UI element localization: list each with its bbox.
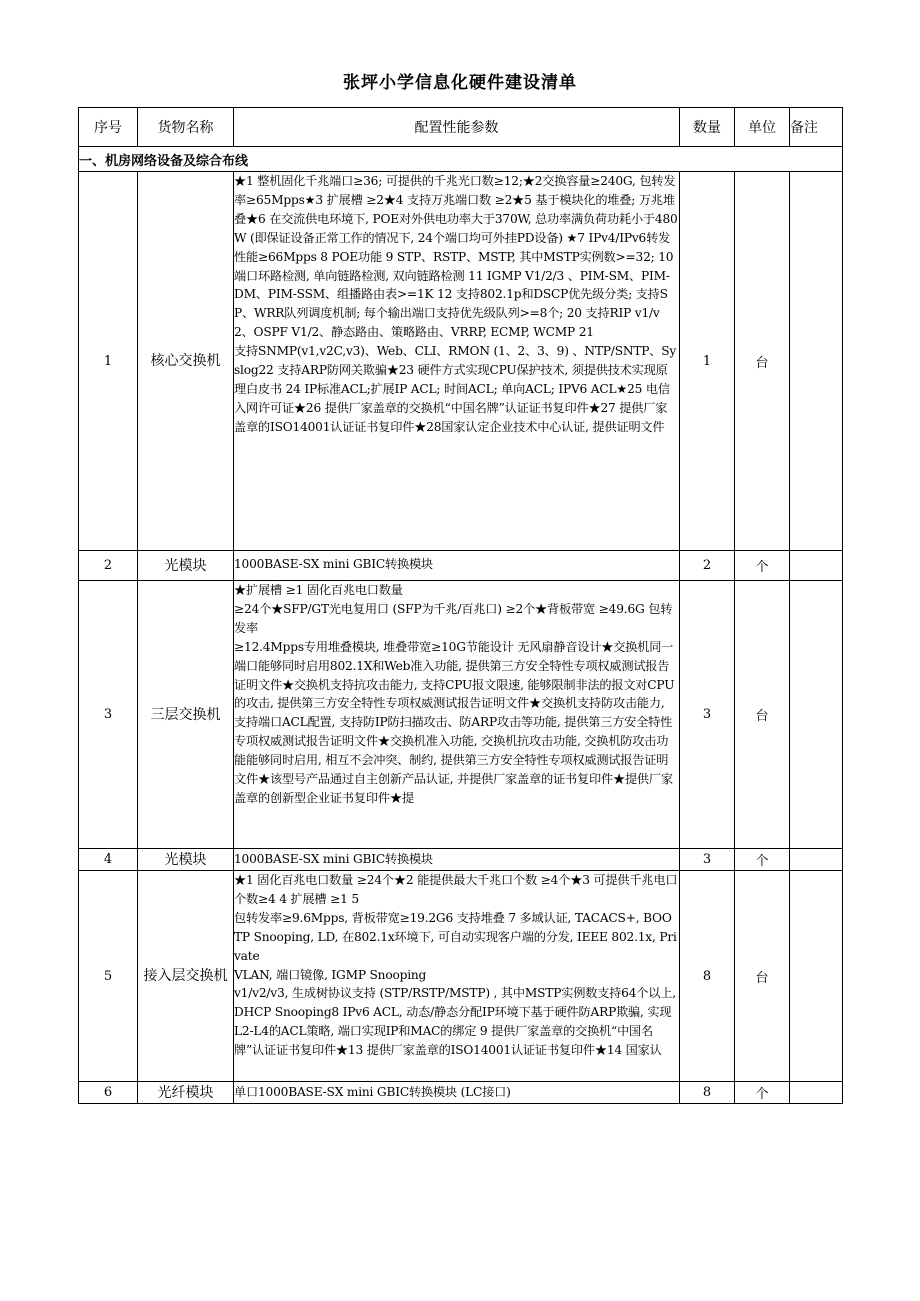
row-spec-cell <box>234 551 680 581</box>
row-unit: 个 <box>735 551 790 581</box>
row-spec: 1000BASE-SX mini GBIC转换模块 <box>234 556 433 571</box>
row-unit: 台 <box>735 172 790 551</box>
row-index: 2 <box>79 551 138 581</box>
row-index: 1 <box>79 172 138 551</box>
row-index: 6 <box>79 1082 138 1104</box>
row-spec: 1000BASE-SX mini GBIC转换模块 <box>234 851 433 866</box>
table-row <box>79 581 843 849</box>
row-qty: 2 <box>680 551 735 581</box>
row-note <box>790 871 843 1082</box>
row-unit: 台 <box>735 871 790 1082</box>
row-spec-cell <box>234 1082 680 1104</box>
row-note <box>790 172 843 551</box>
row-name: 光模块 <box>138 849 234 871</box>
row-unit: 个 <box>735 1082 790 1104</box>
row-qty: 8 <box>680 1082 735 1104</box>
header-unit: 单位 <box>735 108 790 147</box>
row-note <box>790 581 843 849</box>
row-spec: ★1 固化百兆电口数量 ≥24个★2 能提供最大千兆口个数 ≥4个★3 可提供千兆电口个数≥4 4 扩展槽 ≥1 5 包转发率≥9.6Mpps, 背板带宽≥19.2G6 支持堆叠 7 多域认证, TACACS+, BOOTP Snooping, LD, 在802.1x环境下, 可自动实现客户端的分发, IEEE 802.1x, Private VLAN, 端口镜像, IGMP Snooping v1/v2/v3, 生成树协议支持 (STP/RSTP/MSTP) , 其中MSTP实例数支持64个以上, DHCP Snooping8 IPv6 ACL, 动态/静态分配IP环境下基于硬件防ARP欺骗, 实现L2-L4的ACL策略, 端口实现IP和MAC的绑定 9 提供厂家盖章的交换机“中国名牌”认证证书复印件★13 提供厂家盖章的ISO14001认证证书复印件★14 国家认 <box>234 873 678 1058</box>
row-note <box>790 1082 843 1104</box>
row-qty: 3 <box>680 849 735 871</box>
row-spec: ★1 整机固化千兆端口≥36; 可提供的千兆光口数≥12;★2交换容量≥240G, 包转发率≥65Mpps★3 扩展槽 ≥2★4 支持万兆端口数 ≥2★5 基于模块化的堆叠; 万兆堆叠★6 在交流供电环境下, POE对外供电功率大于370W, 总功率满负荷功耗小于480W (即保证设备正常工作的情况下, 24个端口均可外挂PD设备) ★7 IPv4/IPv6转发性能≥66Mpps 8 POE功能 9 STP、RSTP、MSTP, 其中MSTP实例数>=32; 10 端口环路检测, 单向链路检测, 双向链路检测 11 IGMP V1/2/3 、PIM-SM、PIM-DM、PIM-SSM、组播路由表>=1K 12 支持802.1p和DSCP优先级分类; 支持SP、WRR队列调度机制; 每个输出端口支持优先级队列>=8个; 20 支持RIP v1/v2、OSPF V1/2、静态路由、策略路由、VRRP, ECMP, WCMP 21 支持SNMP(v1,v2C,v3)、Web、CLI、RMON (1、2、3、9) 、NTP/SNTP、Syslog22 支持ARP防网关欺骗★23 硬件方式实现CPU保护技术, 须提供技术实现原理白皮书 24 IP标准ACL;扩展IP ACL; 时间ACL; 单向ACL; IPV6 ACL★25 电信入网许可证★26 提供厂家盖章的交换机“中国名牌”认证证书复印件★27 提供厂家盖章的ISO14001认证证书复印件★28国家认定企业技术中心认证, 提供证明文件 <box>234 174 678 434</box>
row-spec: ★扩展槽 ≥1 固化百兆电口数量 ≥24个★SFP/GT光电复用口 (SFP为千兆/百兆口) ≥2个★背板带宽 ≥49.6G 包转发率 ≥12.4Mpps专用堆叠模块, 堆叠带宽≥10G节能设计 无风扇静音设计★交换机同一端口能够同时启用802.1X和Web准入功能, 提供第三方安全特性专项权威测试报告证明文件★交换机支持抗攻击能力, 支持CPU报文限速, 能够限制非法的报文对CPU的攻击, 提供第三方安全特性专项权威测试报告证明文件★交换机支持防攻击能力, 支持端口ACL配置, 支持防IP防扫描攻击、防ARP攻击等功能, 提供第三方安全特性专项权威测试报告证明文件★交换机准入功能, 交换机抗攻击功能, 交换机防攻击功能能够同时启用, 相互不会冲突、制约, 提供第三方安全特性专项权威测试报告证明文件★该型号产品通过自主创新产品认证, 并提供厂家盖章的证书复印件★提供厂家盖章的创新型企业证书复印件★提 <box>234 583 675 805</box>
table-header-row <box>79 108 843 147</box>
row-index: 4 <box>79 849 138 871</box>
row-index: 5 <box>79 871 138 1082</box>
row-name: 接入层交换机 <box>138 871 234 1082</box>
table-row <box>79 551 843 581</box>
header-name: 货物名称 <box>138 108 234 147</box>
table-row <box>79 1082 843 1104</box>
row-name: 光模块 <box>138 551 234 581</box>
section-row <box>79 147 843 172</box>
table-row <box>79 871 843 1082</box>
row-name: 光纤模块 <box>138 1082 234 1104</box>
row-spec-cell <box>234 172 680 551</box>
page-title: 张坪小学信息化硬件建设清单 <box>343 73 577 93</box>
row-qty: 8 <box>680 871 735 1082</box>
row-spec-cell <box>234 581 680 849</box>
header-index: 序号 <box>79 108 138 147</box>
row-index: 3 <box>79 581 138 849</box>
section-title: 一、机房网络设备及综合布线 <box>79 147 843 172</box>
row-unit: 个 <box>735 849 790 871</box>
table-row <box>79 849 843 871</box>
row-qty: 3 <box>680 581 735 849</box>
row-name: 核心交换机 <box>138 172 234 551</box>
row-spec-cell <box>234 871 680 1082</box>
header-qty: 数量 <box>680 108 735 147</box>
header-note: 备注 <box>790 108 843 147</box>
row-spec-cell <box>234 849 680 871</box>
header-spec: 配置性能参数 <box>234 108 680 147</box>
row-name: 三层交换机 <box>138 581 234 849</box>
equipment-table <box>78 107 843 1104</box>
row-note <box>790 849 843 871</box>
row-spec: 单口1000BASE-SX mini GBIC转换模块 (LC接口) <box>234 1084 511 1099</box>
row-unit: 台 <box>735 581 790 849</box>
row-qty: 1 <box>680 172 735 551</box>
row-note <box>790 551 843 581</box>
table-row <box>79 172 843 551</box>
